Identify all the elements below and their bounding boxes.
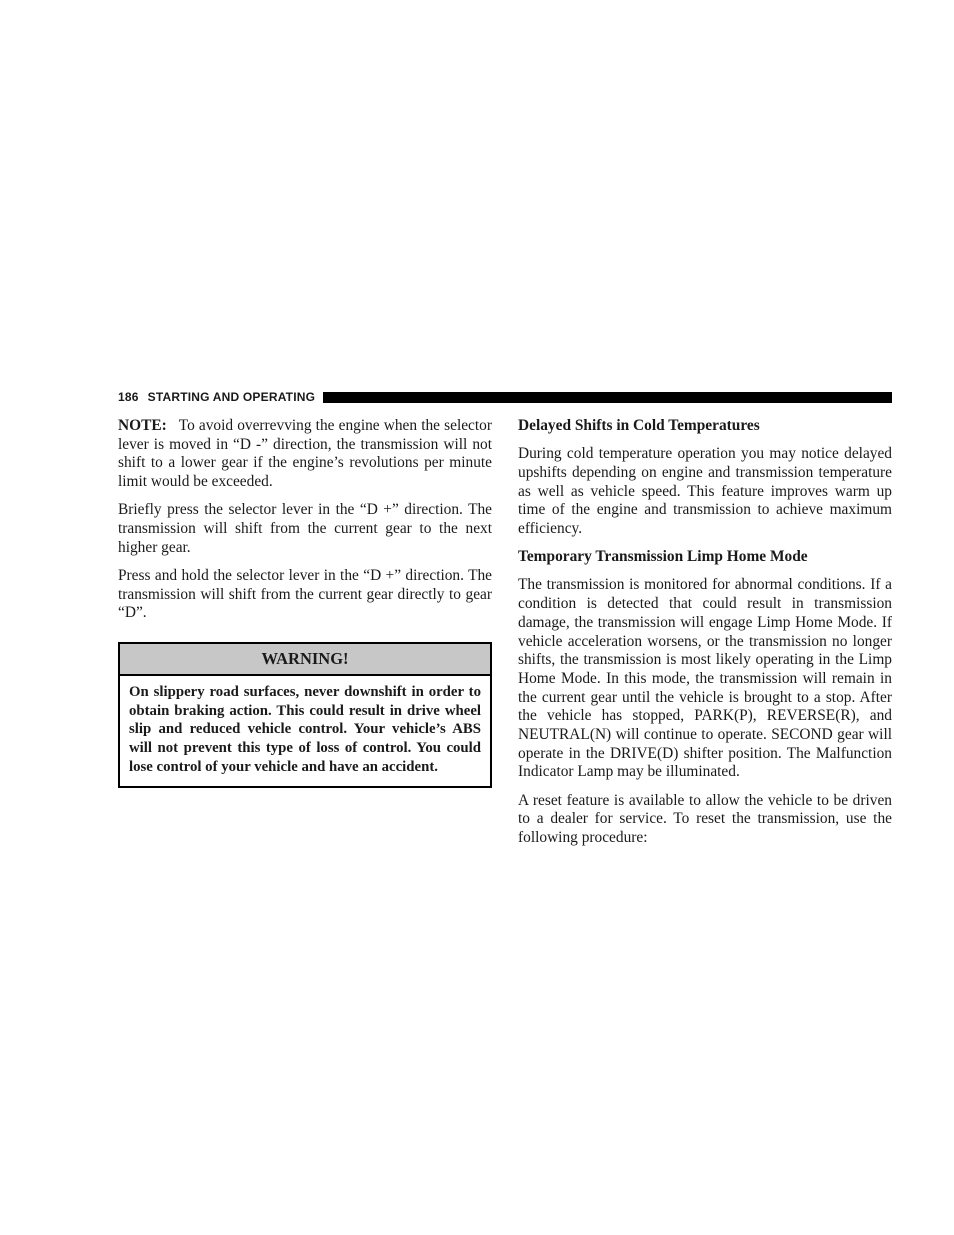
note-label: NOTE: [118,417,167,434]
header-rule-bar [323,392,892,403]
section-title: STARTING AND OPERATING [147,390,316,404]
reset-paragraph: A reset feature is available to allow the vehicle to be driven to a dealer for service. To reset the transmission, use the following procedure: [518,791,892,847]
press-hold-paragraph: Press and hold the selector lever in the “D +” direction. The transmission will shift from the current gear directly to gear “D”. [118,566,492,622]
left-column [118,417,492,788]
right-column [518,417,892,857]
note-paragraph [118,417,492,492]
delayed-shifts-paragraph: During cold temperature operation you may notice delayed upshifts depending on engine and transmission temperature as well as vehicle speed. This feature improves warm up time of the engine and transmission to achieve maximum efficiency. [518,445,892,538]
warning-title: WARNING! [120,644,490,676]
limp-home-paragraph: The transmission is monitored for abnormal conditions. If a condition is detected that could result in transmission damage, the transmission will engage Limp Home Mode. If vehicle acceleration worsens, or the transmission no longer shifts, the transmission is most likely operating in the Limp Home Mode. In this mode, the transmission will remain in the current gear until the vehicle is brought to a stop. After the vehicle has stopped, PARK(P), REVERSE(R), and NEUTRAL(N) will continue to operate. SECOND gear will operate in the DRIVE(D) shifter position. The Malfunction Indicator Lamp may be illuminated. [518,576,892,781]
limp-home-heading: Temporary Transmission Limp Home Mode [518,548,808,566]
press-briefly-paragraph: Briefly press the selector lever in the “D +” direction. The transmission will shift from the current gear to the next higher gear. [118,501,492,556]
note-text: To avoid overrevving the engine when the selector lever is moved in “D -” direction, the transmission will not shift to a lower gear if the engine’s revolutions per minute limit would be exceeded. [118,417,492,491]
delayed-shifts-heading: Delayed Shifts in Cold Temperatures [518,417,760,434]
page-header [118,389,892,405]
warning-body: On slippery road surfaces, never downshift in order to obtain braking action. This could result in drive wheel slip and reduced vehicle control. Your vehicle’s ABS will not prevent this type of loss of control. You could lose control of your vehicle and have an accident. [129,684,481,775]
page-number: 186 [118,390,139,404]
warning-box [118,642,492,788]
